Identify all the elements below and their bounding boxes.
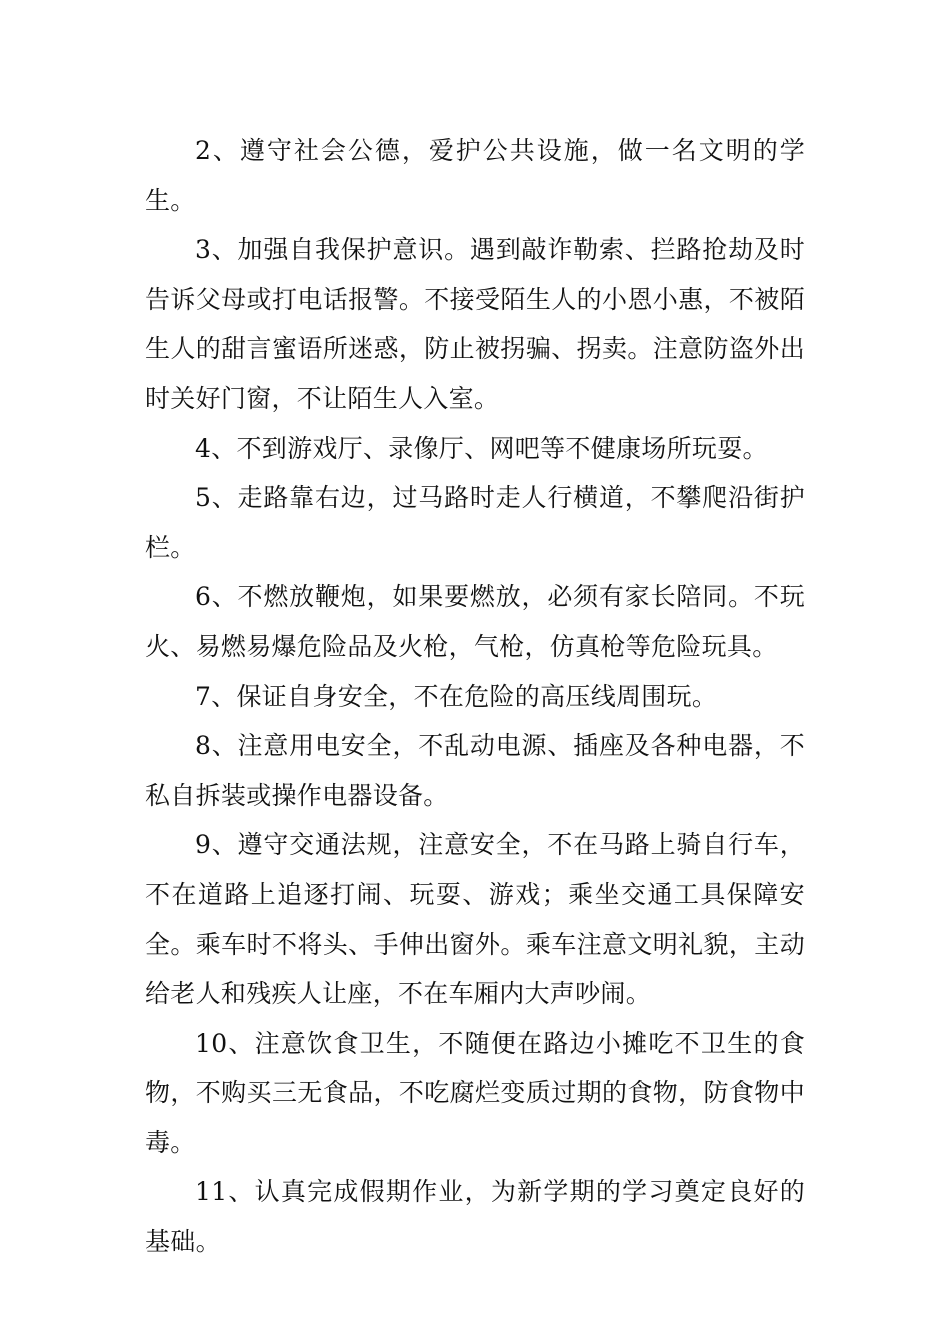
paragraph-rule-8: 8、注意用电安全，不乱动电源、插座及各种电器，不私自拆装或操作电器设备。 [145, 731, 805, 810]
paragraph-rule-11: 11、认真完成假期作业，为新学期的学习奠定良好的基础。 [145, 1177, 805, 1257]
paragraph-rule-10: 10、注意饮食卫生，不随便在路边小摊吃不卫生的食物，不购买三无食品，不吃腐烂变质过期的食物，防食物中毒。 [145, 1028, 805, 1157]
paragraph-rule-4: 4、不到游戏厅、录像厅、网吧等不健康场所玩耍。 [195, 433, 768, 463]
paragraph-rule-7: 7、保证自身安全，不在危险的高压线周围玩。 [195, 681, 718, 711]
document-page [145, 126, 805, 1267]
paragraph-rule-9: 9、遵守交通法规，注意安全，不在马路上骑自行车，不在道路上追逐打闹、玩耍、游戏；乘坐交通工具保障安全。乘车时不将头、手伸出窗外。乘车注意文明礼貌，主动给老人和残疾人让座，不在车厢内大声吵闹。 [145, 830, 805, 1009]
paragraph-rule-6: 6、不燃放鞭炮，如果要燃放，必须有家长陪同。不玩火、易燃易爆危险品及火枪，气枪，仿真枪等危险玩具。 [145, 582, 805, 661]
paragraph-rule-2: 2、遵守社会公德，爱护公共设施，做一名文明的学生。 [145, 136, 805, 215]
paragraph-rule-3: 3、加强自我保护意识。遇到敲诈勒索、拦路抢劫及时告诉父母或打电话报警。不接受陌生人的小恩小惠，不被陌生人的甜言蜜语所迷惑，防止被拐骗、拐卖。注意防盗外出时关好门窗，不让陌生人入室。 [145, 235, 805, 413]
paragraph-rule-5: 5、走路靠右边，过马路时走人行横道，不攀爬沿街护栏。 [145, 483, 805, 562]
